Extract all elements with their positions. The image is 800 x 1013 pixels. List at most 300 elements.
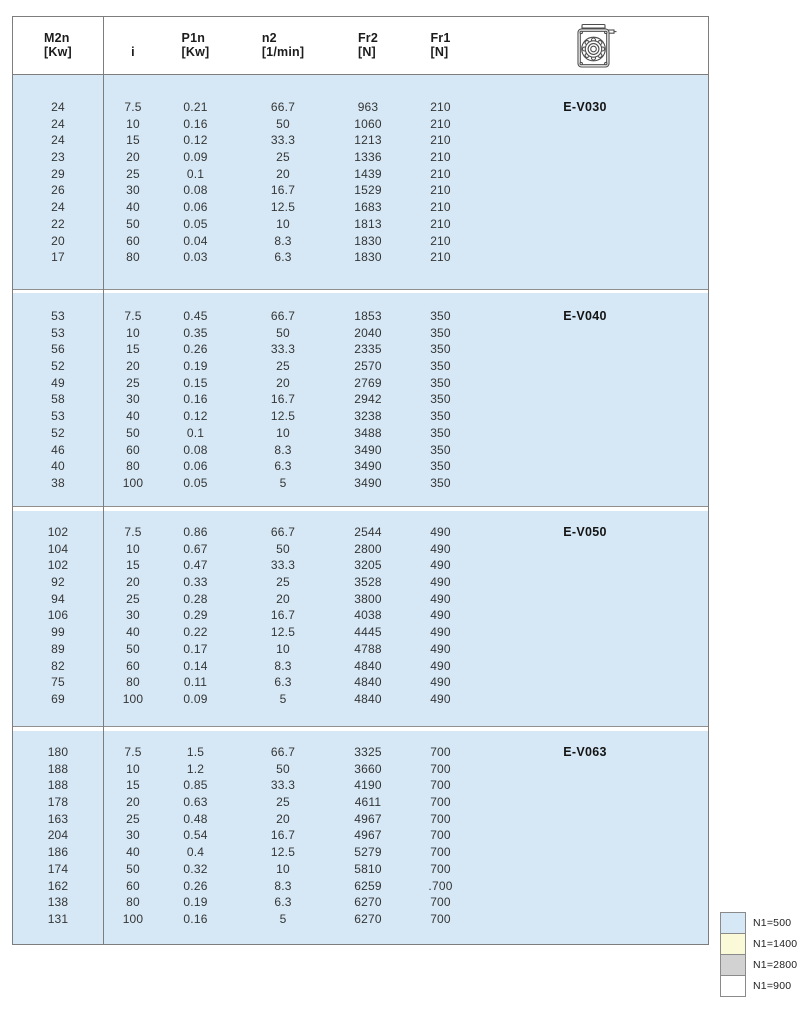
cell-p1n: 1.5 <box>186 745 205 759</box>
cell-fr1: 700 <box>430 795 451 810</box>
cell-p1n: 0.28 <box>183 591 208 606</box>
legend-item <box>720 975 797 997</box>
cell-fr2: 6259 <box>354 878 382 893</box>
table-row <box>13 425 708 442</box>
header-i-unit: i <box>131 44 135 59</box>
cell-i: 15 <box>126 342 140 357</box>
table-row <box>13 358 708 375</box>
cell-n2: 6.3 <box>274 675 292 690</box>
cell-fr2: 3800 <box>354 591 382 606</box>
legend-label: N1=900 <box>753 980 792 992</box>
cell-i: 10 <box>126 116 140 131</box>
header-fr1-unit: [N] <box>430 44 449 59</box>
cell-n2: 50 <box>276 325 290 340</box>
cell-n2: 66.7 <box>270 525 296 539</box>
cell-m2n: 92 <box>51 575 65 590</box>
cell-n2: 25 <box>276 795 290 810</box>
cell-fr2: 1830 <box>354 233 382 248</box>
cell-fr2: 963 <box>357 100 379 114</box>
table-row <box>13 911 708 928</box>
header-fr2-title: Fr2 <box>357 30 379 45</box>
cell-m2n: 162 <box>47 878 69 893</box>
table-row <box>13 132 708 149</box>
cell-n2: 6.3 <box>274 250 292 265</box>
cell-m2n: 138 <box>47 895 69 910</box>
cell-i: 20 <box>126 150 140 165</box>
cell-i: 40 <box>126 845 140 860</box>
cell-p1n: 0.16 <box>183 911 208 926</box>
model-block <box>13 75 708 290</box>
cell-fr1: 490 <box>430 641 451 656</box>
header-fr1 <box>398 31 483 61</box>
cell-n2: 8.3 <box>274 658 292 673</box>
cell-p1n: 0.85 <box>183 778 208 793</box>
cell-i: 50 <box>126 861 140 876</box>
header-m2n <box>13 31 103 61</box>
cell-fr2: 2544 <box>354 525 382 539</box>
cell-p1n: 0.22 <box>183 625 208 640</box>
cell-fr1: 490 <box>430 691 451 706</box>
cell-i: 60 <box>126 442 140 457</box>
cell-m2n: 58 <box>51 392 65 407</box>
cell-n2: 16.7 <box>270 828 296 843</box>
table-row <box>13 861 708 878</box>
cell-fr2: 2040 <box>354 325 382 340</box>
cell-m2n: 178 <box>47 795 69 810</box>
cell-p1n: 0.1 <box>186 166 205 181</box>
cell-i: 30 <box>126 608 140 623</box>
cell-fr2: 1060 <box>354 116 382 131</box>
cell-i: 30 <box>126 183 140 198</box>
cell-i: 10 <box>126 761 140 776</box>
cell-fr2: 5810 <box>354 861 382 876</box>
cell-m2n: 24 <box>51 200 65 215</box>
cell-n2: 8.3 <box>274 233 292 248</box>
cell-i: 7.5 <box>124 525 142 539</box>
model-label: E-V063 <box>563 745 607 759</box>
cell-fr1: 210 <box>430 116 451 131</box>
cell-n2: 50 <box>276 761 290 776</box>
cell-i: 25 <box>126 375 140 390</box>
cell-n2: 10 <box>276 861 290 876</box>
cell-fr1: 700 <box>430 745 451 759</box>
cell-n2: 66.7 <box>270 100 296 114</box>
cell-p1n: 0.86 <box>183 525 208 539</box>
cell-m2n: 75 <box>51 675 65 690</box>
cell-i: 50 <box>126 641 140 656</box>
cell-m2n: 24 <box>51 133 65 148</box>
cell-m2n: 24 <box>51 116 65 131</box>
cell-fr1: 350 <box>430 309 451 323</box>
table-row <box>13 794 708 811</box>
table-row <box>13 591 708 608</box>
table-row <box>13 116 708 133</box>
cell-fr1: 700 <box>430 811 451 826</box>
cell-p1n: 0.11 <box>183 675 208 690</box>
header-m2n-unit: [Kw] <box>44 44 72 59</box>
cell-fr1: 210 <box>430 200 451 215</box>
header-i-title <box>131 31 135 45</box>
cell-m2n: 56 <box>51 342 65 357</box>
cell-fr1: 490 <box>430 625 451 640</box>
cell-p1n: 0.26 <box>183 342 208 357</box>
cell-i: 80 <box>126 459 140 474</box>
cell-n2: 6.3 <box>274 895 292 910</box>
cell-n2: 50 <box>276 116 290 131</box>
header-fr2 <box>338 31 398 61</box>
cell-n2: 8.3 <box>274 878 292 893</box>
cell-m2n: 38 <box>51 475 65 490</box>
cell-m2n: 180 <box>47 745 69 759</box>
cell-n2: 66.7 <box>270 309 296 323</box>
table-row <box>13 777 708 794</box>
cell-i: 80 <box>126 250 140 265</box>
legend-color-swatch <box>720 933 746 955</box>
table-row <box>13 691 708 708</box>
legend-label: N1=1400 <box>753 938 798 950</box>
cell-m2n: 102 <box>47 525 69 539</box>
cell-m2n: 52 <box>51 425 65 440</box>
cell-n2: 10 <box>276 641 290 656</box>
cell-fr2: 3488 <box>354 425 382 440</box>
cell-fr2: 3205 <box>354 558 382 573</box>
cell-fr1: 700 <box>430 895 451 910</box>
model-block <box>13 511 708 727</box>
cell-p1n: 0.29 <box>183 608 208 623</box>
cell-fr2: 6270 <box>354 895 382 910</box>
table-row <box>13 233 708 250</box>
cell-n2: 16.7 <box>270 608 296 623</box>
table-row <box>13 341 708 358</box>
cell-p1n: 0.04 <box>183 233 208 248</box>
cell-m2n: 102 <box>47 558 69 573</box>
cell-n2: 8.3 <box>274 442 292 457</box>
legend-color-swatch <box>720 912 746 934</box>
cell-fr1: 210 <box>430 183 451 198</box>
cell-fr1: 350 <box>430 475 451 490</box>
cell-p1n: 0.03 <box>183 250 208 265</box>
cell-fr2: 4611 <box>354 795 382 810</box>
table-row <box>13 216 708 233</box>
cell-m2n: 26 <box>51 183 65 198</box>
cell-n2: 33.3 <box>270 558 296 573</box>
cell-i: 80 <box>126 895 140 910</box>
cell-m2n: 186 <box>47 845 69 860</box>
cell-m2n: 23 <box>51 150 65 165</box>
cell-p1n: 0.09 <box>183 691 208 706</box>
cell-i: 40 <box>126 200 140 215</box>
table-row <box>13 811 708 828</box>
cell-fr1: 490 <box>430 575 451 590</box>
cell-p1n: 0.06 <box>183 459 208 474</box>
block-rows <box>13 524 708 708</box>
cell-n2: 10 <box>276 425 290 440</box>
cell-fr1: 210 <box>430 166 451 181</box>
cell-fr2: 6270 <box>354 911 382 926</box>
cell-m2n: 24 <box>51 100 65 114</box>
cell-p1n: 0.17 <box>183 641 208 656</box>
block-rows <box>13 308 708 492</box>
cell-p1n: 0.14 <box>183 658 208 673</box>
cell-p1n: 0.05 <box>183 475 208 490</box>
table-row <box>13 166 708 183</box>
cell-i: 100 <box>122 911 144 926</box>
header-m2n-title: M2n <box>44 30 70 45</box>
table-row <box>13 761 708 778</box>
cell-m2n: 17 <box>51 250 65 265</box>
cell-fr1: 700 <box>430 845 451 860</box>
cell-fr2: 3490 <box>354 459 382 474</box>
cell-fr2: 4038 <box>354 608 382 623</box>
cell-m2n: 52 <box>51 359 65 374</box>
cell-i: 100 <box>122 691 144 706</box>
worm-gearbox-icon <box>575 22 617 70</box>
cell-n2: 33.3 <box>270 778 296 793</box>
cell-fr1: 210 <box>430 216 451 231</box>
legend-label: N1=500 <box>753 917 792 929</box>
legend-item <box>720 933 797 955</box>
cell-i: 60 <box>126 878 140 893</box>
cell-m2n: 22 <box>51 216 65 231</box>
cell-fr2: 3490 <box>354 442 382 457</box>
cell-n2: 25 <box>276 150 290 165</box>
header-p1n-title: P1n <box>181 30 206 45</box>
table-row <box>13 199 708 216</box>
cell-i: 60 <box>126 658 140 673</box>
model-block <box>13 293 708 507</box>
cell-n2: 12.5 <box>270 625 296 640</box>
cell-m2n: 40 <box>51 459 65 474</box>
cell-p1n: 0.4 <box>186 845 205 860</box>
cell-i: 20 <box>126 575 140 590</box>
cell-fr2: 1683 <box>354 200 382 215</box>
cell-p1n: 0.12 <box>183 409 208 424</box>
cell-fr1: 350 <box>430 325 451 340</box>
gearbox-spec-table <box>12 16 709 945</box>
cell-fr1: 210 <box>430 250 451 265</box>
cell-n2: 16.7 <box>270 392 296 407</box>
cell-p1n: 0.63 <box>183 795 208 810</box>
cell-fr2: 2335 <box>354 342 382 357</box>
cell-n2: 66.7 <box>270 745 296 759</box>
cell-p1n: 0.67 <box>183 541 208 556</box>
table-row <box>13 149 708 166</box>
model-label: E-V040 <box>563 309 607 323</box>
table-row <box>13 442 708 459</box>
cell-p1n: 0.21 <box>183 100 208 114</box>
cell-fr2: 3238 <box>354 409 382 424</box>
cell-m2n: 104 <box>47 541 69 556</box>
table-row <box>13 541 708 558</box>
cell-fr1: 700 <box>430 828 451 843</box>
cell-fr2: 4190 <box>354 778 382 793</box>
cell-m2n: 89 <box>51 641 65 656</box>
table-row <box>13 624 708 641</box>
cell-p1n: 0.26 <box>183 878 208 893</box>
model-label: E-V050 <box>563 525 607 539</box>
cell-m2n: 163 <box>47 811 69 826</box>
cell-i: 20 <box>126 795 140 810</box>
cell-m2n: 69 <box>51 691 65 706</box>
cell-m2n: 106 <box>47 608 69 623</box>
cell-fr2: 4967 <box>354 828 382 843</box>
cell-m2n: 53 <box>51 325 65 340</box>
cell-i: 7.5 <box>124 745 142 759</box>
table-row <box>13 475 708 492</box>
cell-n2: 5 <box>279 475 287 490</box>
cell-p1n: 0.19 <box>183 895 208 910</box>
cell-p1n: 0.15 <box>183 375 208 390</box>
cell-fr1: 700 <box>430 911 451 926</box>
cell-fr2: 2800 <box>354 541 382 556</box>
cell-n2: 5 <box>279 911 287 926</box>
cell-i: 50 <box>126 425 140 440</box>
header-n2-unit: [1/min] <box>261 44 305 59</box>
cell-i: 20 <box>126 359 140 374</box>
cell-n2: 20 <box>276 375 290 390</box>
cell-p1n: 0.16 <box>183 116 208 131</box>
cell-n2: 20 <box>276 811 290 826</box>
table-body <box>13 75 708 944</box>
column-divider <box>103 17 104 944</box>
cell-i: 25 <box>126 811 140 826</box>
cell-fr2: 3490 <box>354 475 382 490</box>
cell-p1n: 0.45 <box>183 309 208 323</box>
cell-fr1: 350 <box>430 375 451 390</box>
cell-m2n: 53 <box>51 409 65 424</box>
table-row <box>13 641 708 658</box>
cell-fr1: 700 <box>430 761 451 776</box>
cell-p1n: 0.05 <box>183 216 208 231</box>
cell-fr2: 3660 <box>354 761 382 776</box>
cell-fr2: 1336 <box>354 150 382 165</box>
header-n2-title: n2 <box>261 30 277 45</box>
cell-fr1: 490 <box>430 591 451 606</box>
cell-p1n: 0.35 <box>183 325 208 340</box>
cell-p1n: 0.32 <box>183 861 208 876</box>
cell-i: 25 <box>126 591 140 606</box>
table-row <box>13 607 708 624</box>
cell-n2: 20 <box>276 591 290 606</box>
cell-i: 25 <box>126 166 140 181</box>
cell-m2n: 204 <box>47 828 69 843</box>
cell-p1n: 0.47 <box>183 558 208 573</box>
cell-fr2: 4840 <box>354 691 382 706</box>
cell-n2: 33.3 <box>270 133 296 148</box>
cell-p1n: 0.16 <box>183 392 208 407</box>
cell-fr1: 700 <box>430 861 451 876</box>
cell-fr1: 490 <box>430 558 451 573</box>
cell-fr1: 490 <box>430 608 451 623</box>
cell-n2: 12.5 <box>270 409 296 424</box>
cell-fr2: 4445 <box>354 625 382 640</box>
cell-fr2: 1813 <box>354 216 382 231</box>
cell-n2: 25 <box>276 575 290 590</box>
cell-n2: 10 <box>276 216 290 231</box>
cell-fr1: 350 <box>430 359 451 374</box>
table-row <box>13 574 708 591</box>
cell-i: 60 <box>126 233 140 248</box>
cell-fr2: 4967 <box>354 811 382 826</box>
cell-n2: 6.3 <box>274 459 292 474</box>
cell-fr1: 210 <box>430 150 451 165</box>
cell-n2: 50 <box>276 541 290 556</box>
cell-m2n: 46 <box>51 442 65 457</box>
cell-i: 15 <box>126 133 140 148</box>
cell-fr1: 350 <box>430 459 451 474</box>
cell-p1n: 1.2 <box>186 761 205 776</box>
table-row <box>13 391 708 408</box>
cell-p1n: 0.48 <box>183 811 208 826</box>
table-row <box>13 658 708 675</box>
cell-i: 30 <box>126 392 140 407</box>
cell-p1n: 0.08 <box>183 183 208 198</box>
cell-i: 100 <box>122 475 144 490</box>
cell-n2: 20 <box>276 166 290 181</box>
cell-m2n: 188 <box>47 761 69 776</box>
cell-i: 40 <box>126 625 140 640</box>
cell-m2n: 53 <box>51 309 65 323</box>
cell-fr2: 1213 <box>354 133 382 148</box>
cell-n2: 12.5 <box>270 845 296 860</box>
cell-i: 7.5 <box>124 100 142 114</box>
cell-m2n: 94 <box>51 591 65 606</box>
cell-fr2: 5279 <box>354 845 382 860</box>
cell-p1n: 0.33 <box>183 575 208 590</box>
header-fr2-unit: [N] <box>357 44 376 59</box>
cell-fr2: 4788 <box>354 641 382 656</box>
cell-fr2: 1853 <box>354 309 382 323</box>
cell-fr1: 350 <box>430 342 451 357</box>
cell-i: 15 <box>126 778 140 793</box>
header-fr1-title: Fr1 <box>430 30 451 45</box>
table-row <box>13 844 708 861</box>
cell-p1n: 0.09 <box>183 150 208 165</box>
cell-fr2: 2570 <box>354 359 382 374</box>
table-row <box>13 375 708 392</box>
cell-p1n: 0.1 <box>186 425 205 440</box>
cell-fr2: 1439 <box>354 166 382 181</box>
block-rows <box>13 744 708 928</box>
cell-m2n: 82 <box>51 658 65 673</box>
cell-p1n: 0.19 <box>183 359 208 374</box>
cell-fr2: 1830 <box>354 250 382 265</box>
table-row <box>13 827 708 844</box>
table-row <box>13 557 708 574</box>
cell-fr1: 490 <box>430 675 451 690</box>
cell-fr1: 490 <box>430 525 451 539</box>
cell-p1n: 0.08 <box>183 442 208 457</box>
cell-fr1: 350 <box>430 392 451 407</box>
cell-fr1: 210 <box>430 233 451 248</box>
cell-fr1: 350 <box>430 409 451 424</box>
cell-fr2: 4840 <box>354 658 382 673</box>
cell-fr1: 490 <box>430 658 451 673</box>
cell-n2: 25 <box>276 359 290 374</box>
table-row <box>13 182 708 199</box>
cell-i: 15 <box>126 558 140 573</box>
legend-item <box>720 954 797 976</box>
legend-color-swatch <box>720 954 746 976</box>
block-rows <box>13 99 708 266</box>
cell-i: 40 <box>126 409 140 424</box>
cell-n2: 5 <box>279 691 287 706</box>
cell-i: 7.5 <box>124 309 142 323</box>
table-row <box>13 878 708 895</box>
n1-legend <box>720 912 797 997</box>
cell-m2n: 49 <box>51 375 65 390</box>
cell-fr2: 4840 <box>354 675 382 690</box>
